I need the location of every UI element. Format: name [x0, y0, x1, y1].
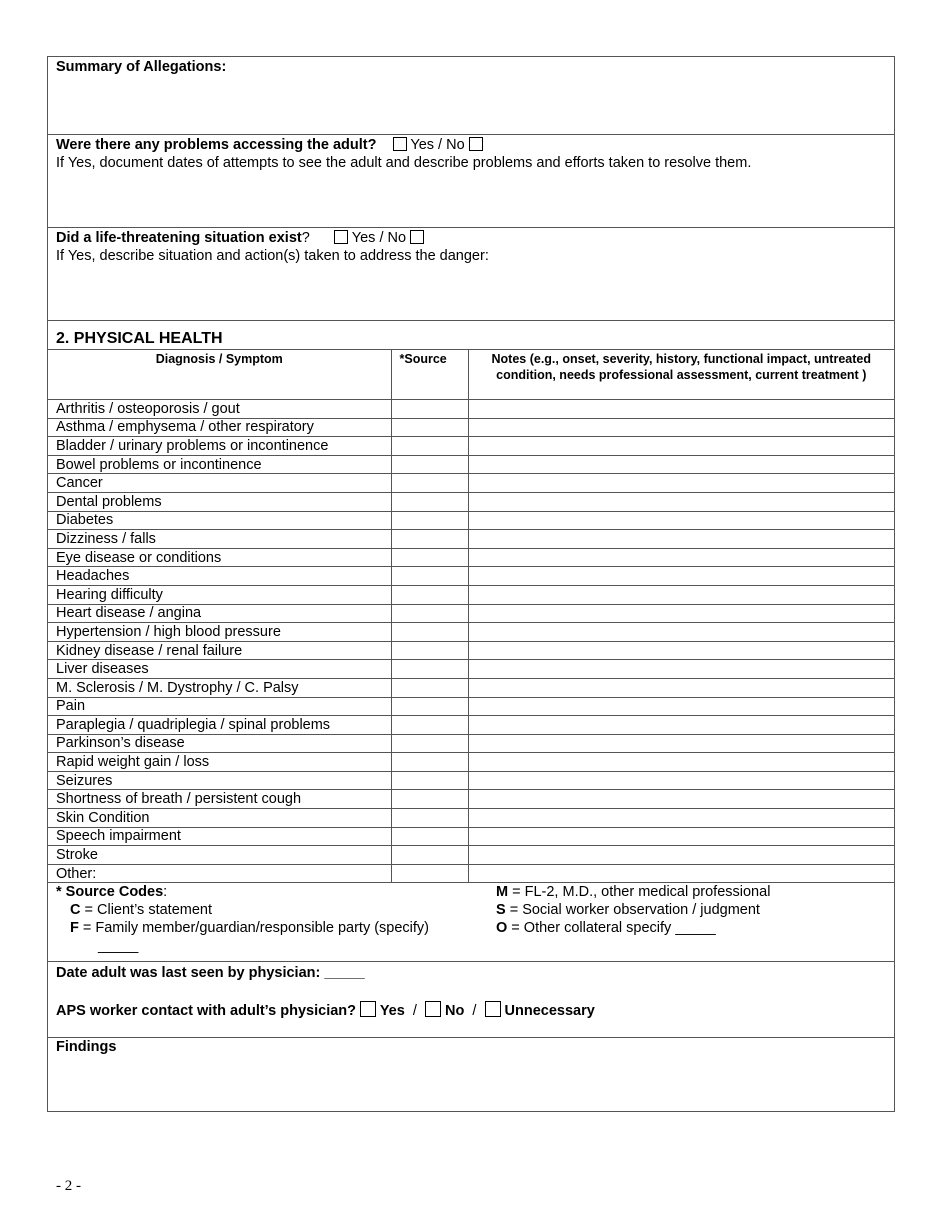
notes-cell[interactable] [468, 660, 894, 679]
contact-no-checkbox[interactable] [425, 1001, 441, 1017]
table-row [48, 846, 894, 865]
diagnosis-cell: Diabetes [48, 511, 391, 530]
table-row [48, 716, 894, 735]
source-cell[interactable] [391, 753, 468, 772]
diagnosis-cell: Hearing difficulty [48, 585, 391, 604]
diagnosis-cell: Dental problems [48, 492, 391, 511]
source-cell[interactable] [391, 678, 468, 697]
life-yes-no-label: Yes / No [351, 230, 407, 246]
notes-cell[interactable] [468, 790, 894, 809]
source-codes-colon: : [163, 884, 168, 901]
source-cell[interactable] [391, 604, 468, 623]
table-row [48, 418, 894, 437]
table-row [48, 827, 894, 846]
diagnosis-cell: Parkinson’s disease [48, 734, 391, 753]
notes-cell[interactable] [468, 697, 894, 716]
source-cell[interactable] [391, 771, 468, 790]
page-number: - 2 - [56, 1178, 81, 1194]
source-cell[interactable] [391, 418, 468, 437]
access-instruction: If Yes, document dates of attempts to see the adult and describe problems and efforts taken to resolve them. [56, 155, 752, 171]
access-yes-checkbox[interactable] [393, 137, 407, 151]
diagnosis-cell: Heart disease / angina [48, 604, 391, 623]
table-row [48, 753, 894, 772]
source-cell[interactable] [391, 567, 468, 586]
notes-cell[interactable] [468, 567, 894, 586]
contact-unnecessary-label: Unnecessary [504, 1003, 595, 1020]
diagnosis-cell: Bladder / urinary problems or incontinence [48, 437, 391, 456]
diagnosis-cell: Dizziness / falls [48, 530, 391, 549]
access-no-checkbox[interactable] [469, 137, 483, 151]
notes-cell[interactable] [468, 716, 894, 735]
diagnosis-cell: Paraplegia / quadriplegia / spinal problems [48, 716, 391, 735]
notes-cell[interactable] [468, 492, 894, 511]
source-cell[interactable] [391, 623, 468, 642]
table-row [48, 771, 894, 790]
source-cell[interactable] [391, 455, 468, 474]
source-cell[interactable] [391, 400, 468, 419]
notes-header: Notes (e.g., onset, severity, history, functional impact, untreated condition, needs professional assessment, current treatment ) [468, 350, 894, 400]
code-o-text: = Other collateral specify _____ [507, 920, 716, 937]
notes-cell[interactable] [468, 641, 894, 660]
table-row [48, 864, 894, 883]
table-row [48, 511, 894, 530]
table-row [48, 548, 894, 567]
table-row [48, 455, 894, 474]
notes-cell[interactable] [468, 734, 894, 753]
diagnosis-cell: Liver diseases [48, 660, 391, 679]
allegations-label: Summary of Allegations: [56, 59, 227, 75]
table-row [48, 790, 894, 809]
source-cell[interactable] [391, 437, 468, 456]
diagnosis-cell: Arthritis / osteoporosis / gout [48, 400, 391, 419]
access-section [48, 136, 894, 228]
source-codes-right [496, 883, 886, 961]
code-s: S [496, 902, 506, 919]
physician-last-seen: Date adult was last seen by physician: _____ [56, 965, 365, 982]
notes-cell[interactable] [468, 864, 894, 883]
table-row [48, 530, 894, 549]
diagnosis-cell: Bowel problems or incontinence [48, 455, 391, 474]
notes-cell[interactable] [468, 474, 894, 493]
physician-section [48, 962, 894, 1038]
source-codes-left [56, 883, 496, 961]
table-row [48, 697, 894, 716]
life-threat-section [48, 229, 894, 321]
slash-2: / [472, 1003, 477, 1020]
notes-cell[interactable] [468, 771, 894, 790]
slash-1: / [412, 1003, 417, 1020]
findings-section [48, 1038, 894, 1111]
assessment-form [47, 56, 895, 1112]
source-cell[interactable] [391, 474, 468, 493]
source-cell[interactable] [391, 809, 468, 828]
source-codes-title: * Source Codes [56, 884, 164, 901]
code-f-text: = Family member/guardian/responsible party (specify) [78, 920, 430, 937]
allegations-section [48, 57, 894, 135]
notes-cell[interactable] [468, 753, 894, 772]
diagnosis-cell: Headaches [48, 567, 391, 586]
source-cell[interactable] [391, 790, 468, 809]
source-header: *Source [391, 350, 468, 400]
contact-unnecessary-checkbox[interactable] [485, 1001, 501, 1017]
notes-cell[interactable] [468, 846, 894, 865]
table-row [48, 474, 894, 493]
code-m-text: = FL-2, M.D., other medical professional [508, 884, 771, 901]
life-no-checkbox[interactable] [410, 230, 424, 244]
table-row [48, 678, 894, 697]
life-yes-checkbox[interactable] [334, 230, 348, 244]
source-cell[interactable] [391, 530, 468, 549]
diagnosis-cell: Eye disease or conditions [48, 548, 391, 567]
source-cell[interactable] [391, 585, 468, 604]
source-cell[interactable] [391, 660, 468, 679]
access-yes-no-label: Yes / No [410, 137, 465, 153]
source-cell[interactable] [391, 492, 468, 511]
physician-contact-question: APS worker contact with adult’s physician? [56, 1003, 356, 1020]
notes-cell[interactable] [468, 623, 894, 642]
notes-cell[interactable] [468, 437, 894, 456]
life-threat-instruction: If Yes, describe situation and action(s) taken to address the danger: [56, 248, 489, 264]
table-row [48, 492, 894, 511]
source-cell[interactable] [391, 697, 468, 716]
physical-health-rows [48, 400, 894, 883]
diagnosis-cell: Skin Condition [48, 809, 391, 828]
table-row [48, 437, 894, 456]
table-row [48, 585, 894, 604]
table-row [48, 641, 894, 660]
notes-cell[interactable] [468, 400, 894, 419]
table-row [48, 400, 894, 419]
notes-cell[interactable] [468, 604, 894, 623]
source-cell[interactable] [391, 864, 468, 883]
code-f: F [70, 920, 79, 937]
notes-cell[interactable] [468, 809, 894, 828]
diagnosis-cell: Rapid weight gain / loss [48, 753, 391, 772]
notes-cell[interactable] [468, 548, 894, 567]
source-cell[interactable] [391, 641, 468, 660]
diagnosis-cell: Pain [48, 697, 391, 716]
notes-cell[interactable] [468, 678, 894, 697]
diagnosis-cell: Shortness of breath / persistent cough [48, 790, 391, 809]
diagnosis-cell: Kidney disease / renal failure [48, 641, 391, 660]
access-question: Were there any problems accessing the adult? [56, 137, 377, 153]
diagnosis-cell: Seizures [48, 771, 391, 790]
notes-cell[interactable] [468, 511, 894, 530]
table-row [48, 604, 894, 623]
source-cell[interactable] [391, 827, 468, 846]
diagnosis-header: Diagnosis / Symptom [48, 350, 391, 400]
table-row [48, 567, 894, 586]
notes-cell[interactable] [468, 827, 894, 846]
source-codes [48, 883, 894, 962]
physical-health-title: 2. PHYSICAL HEALTH [56, 330, 223, 347]
code-c: C [70, 902, 81, 919]
diagnosis-cell: Stroke [48, 846, 391, 865]
table-row [48, 660, 894, 679]
life-threat-question: Did a life-threatening situation exist [56, 230, 302, 246]
diagnosis-cell: Other: [48, 864, 391, 883]
diagnosis-cell: Asthma / emphysema / other respiratory [48, 418, 391, 437]
contact-yes-checkbox[interactable] [360, 1001, 376, 1017]
code-m: M [496, 884, 509, 901]
notes-cell[interactable] [468, 418, 894, 437]
notes-cell[interactable] [468, 455, 894, 474]
findings-label: Findings [56, 1039, 117, 1056]
code-s-text: = Social worker observation / judgment [505, 902, 760, 919]
source-cell[interactable] [391, 734, 468, 753]
source-cell[interactable] [391, 846, 468, 865]
notes-cell[interactable] [468, 585, 894, 604]
code-o: O [496, 920, 508, 937]
notes-cell[interactable] [468, 530, 894, 549]
source-cell[interactable] [391, 548, 468, 567]
diagnosis-cell: M. Sclerosis / M. Dystrophy / C. Palsy [48, 678, 391, 697]
code-c-text: = Client’s statement [80, 902, 212, 919]
source-cell[interactable] [391, 511, 468, 530]
physical-health-table [48, 349, 894, 883]
code-f-blank: _____ [98, 938, 139, 955]
source-cell[interactable] [391, 716, 468, 735]
contact-no-label: No [445, 1003, 465, 1020]
table-row [48, 734, 894, 753]
diagnosis-cell: Hypertension / high blood pressure [48, 623, 391, 642]
table-row [48, 809, 894, 828]
contact-yes-label: Yes [379, 1003, 405, 1020]
diagnosis-cell: Speech impairment [48, 827, 391, 846]
diagnosis-cell: Cancer [48, 474, 391, 493]
table-row [48, 623, 894, 642]
life-threat-question-mark: ? [301, 230, 310, 246]
